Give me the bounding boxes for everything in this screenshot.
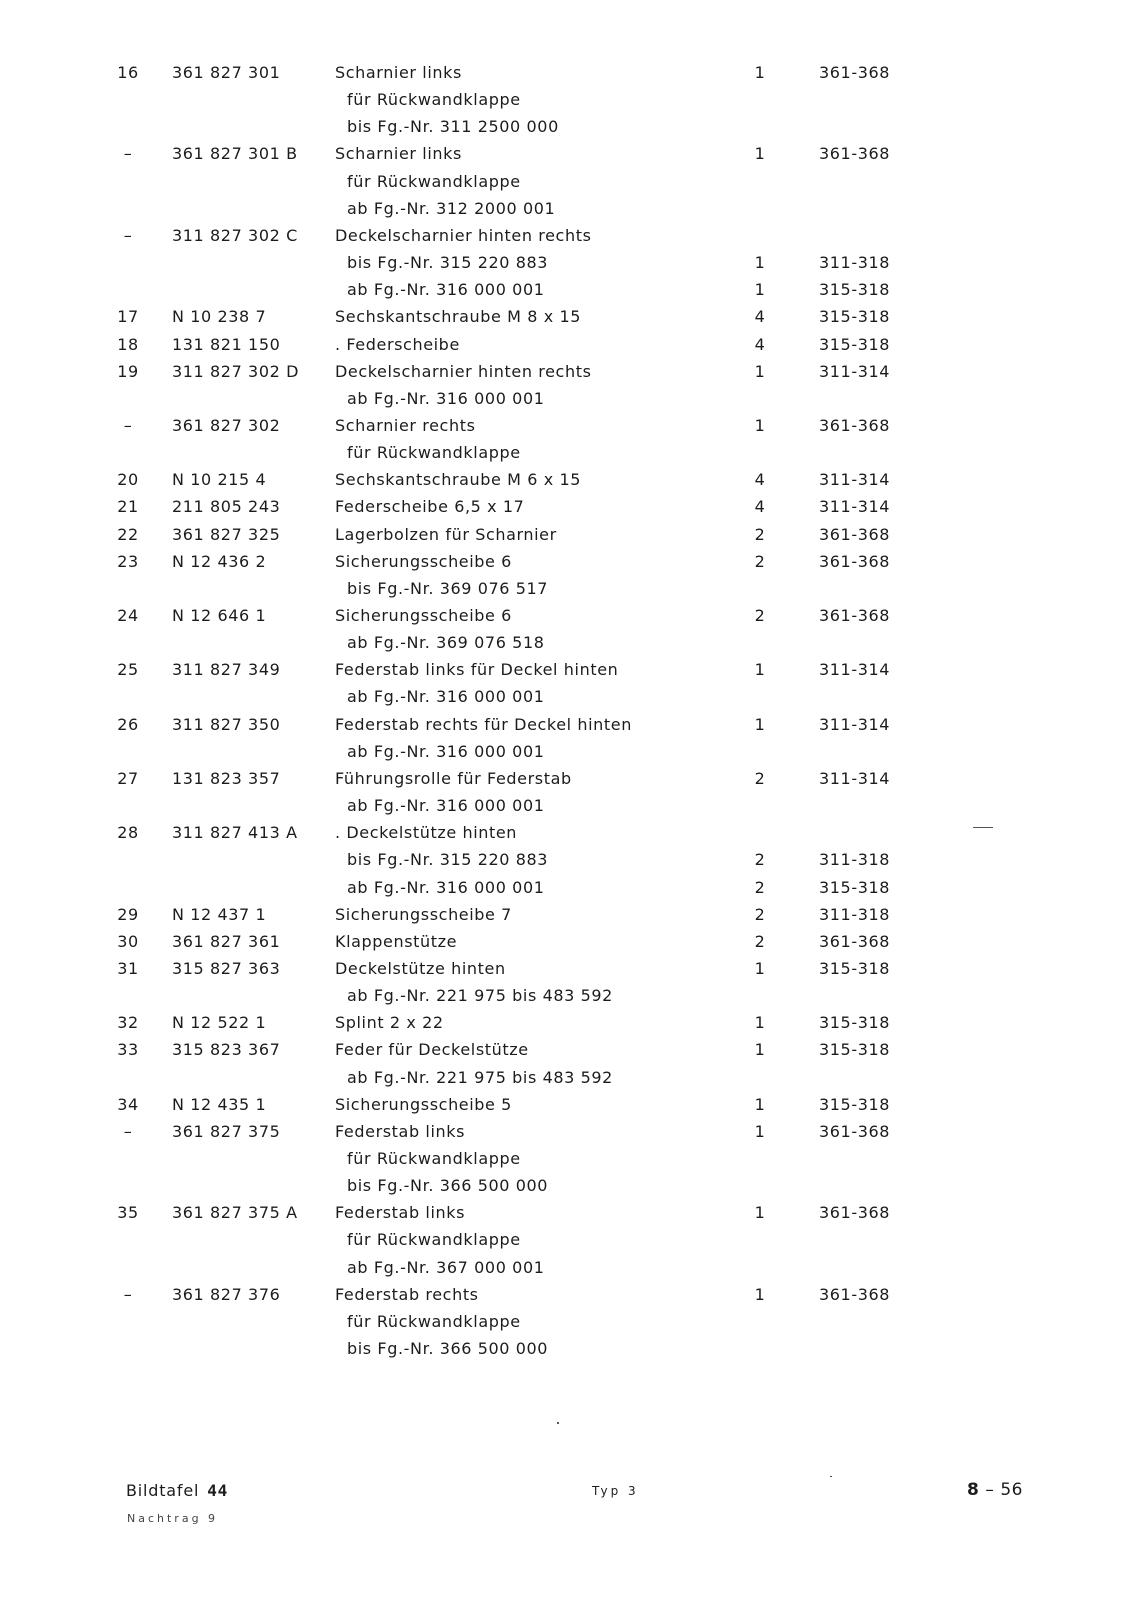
quantity: 1 — [754, 1285, 766, 1304]
position-number: 25 — [117, 660, 139, 679]
table-row-continuation — [0, 251, 1139, 275]
quantity: 1 — [754, 144, 766, 163]
quantity: 2 — [754, 769, 766, 788]
position-number: 23 — [117, 552, 139, 571]
quantity: 2 — [754, 606, 766, 625]
part-number: 361 827 301 — [172, 63, 281, 82]
section-number: 8 — [967, 1480, 980, 1500]
part-number: 131 823 357 — [172, 769, 281, 788]
quantity: 2 — [754, 552, 766, 571]
table-row-continuation — [0, 1147, 1139, 1171]
part-description: ab Fg.-Nr. 367 000 001 — [347, 1258, 545, 1277]
table-row-continuation — [0, 88, 1139, 112]
model-range: 361-368 — [819, 416, 891, 435]
scan-speck — [830, 1476, 832, 1477]
table-row-continuation — [0, 631, 1139, 655]
table-row — [0, 658, 1139, 682]
part-number: 311 827 349 — [172, 660, 281, 679]
part-description: für Rückwandklappe — [347, 90, 521, 109]
position-number: – — [123, 1122, 133, 1141]
part-number: 361 827 302 — [172, 416, 281, 435]
part-number: 361 827 301 B — [172, 144, 298, 163]
table-row — [0, 142, 1139, 166]
model-range: 315-318 — [819, 280, 891, 299]
part-description: Federstab links für Deckel hinten — [335, 660, 619, 679]
part-number: N 12 522 1 — [172, 1013, 267, 1032]
part-description: Lagerbolzen für Scharnier — [335, 525, 557, 544]
position-number: 35 — [117, 1203, 139, 1222]
part-description: ab Fg.-Nr. 316 000 001 — [347, 796, 545, 815]
part-description: bis Fg.-Nr. 366 500 000 — [347, 1176, 549, 1195]
quantity: 4 — [754, 307, 766, 326]
part-description: Federstab rechts für Deckel hinten — [335, 715, 632, 734]
position-number: – — [123, 416, 133, 435]
table-row — [0, 930, 1139, 954]
table-row-continuation — [0, 1174, 1139, 1198]
part-description: Deckelscharnier hinten rechts — [335, 226, 592, 245]
quantity: 1 — [754, 959, 766, 978]
part-description: für Rückwandklappe — [347, 1230, 521, 1249]
part-description: ab Fg.-Nr. 221 975 bis 483 592 — [347, 986, 613, 1005]
table-row-continuation — [0, 794, 1139, 818]
quantity: 1 — [754, 63, 766, 82]
quantity: 4 — [754, 470, 766, 489]
position-number: 30 — [117, 932, 139, 951]
table-row — [0, 821, 1139, 845]
position-number: 17 — [117, 307, 139, 326]
part-description: ab Fg.-Nr. 369 076 518 — [347, 633, 545, 652]
quantity: 1 — [754, 416, 766, 435]
quantity: 4 — [754, 497, 766, 516]
part-description: Feder für Deckelstütze — [335, 1040, 529, 1059]
table-row-continuation — [0, 1066, 1139, 1090]
table-row — [0, 414, 1139, 438]
position-number: 28 — [117, 823, 139, 842]
table-row — [0, 604, 1139, 628]
table-row — [0, 1283, 1139, 1307]
part-description: bis Fg.-Nr. 315 220 883 — [347, 253, 549, 272]
position-number: – — [123, 226, 133, 245]
model-range: 361-368 — [819, 606, 891, 625]
part-number: N 12 437 1 — [172, 905, 267, 924]
table-row — [0, 468, 1139, 492]
part-number: N 12 435 1 — [172, 1095, 267, 1114]
position-number: 33 — [117, 1040, 139, 1059]
part-description: ab Fg.-Nr. 316 000 001 — [347, 742, 545, 761]
table-row — [0, 1201, 1139, 1225]
model-range: 315-318 — [819, 878, 891, 897]
model-range: 315-318 — [819, 959, 891, 978]
quantity: 2 — [754, 525, 766, 544]
quantity: 1 — [754, 362, 766, 381]
model-range: 311-318 — [819, 905, 891, 924]
part-description: für Rückwandklappe — [347, 1312, 521, 1331]
page-number — [967, 1480, 1023, 1500]
table-row — [0, 767, 1139, 791]
position-number: 22 — [117, 525, 139, 544]
model-range: 311-314 — [819, 660, 891, 679]
model-range: 311-314 — [819, 362, 891, 381]
position-number: 21 — [117, 497, 139, 516]
part-description: Deckelstütze hinten — [335, 959, 506, 978]
part-number: N 10 215 4 — [172, 470, 267, 489]
model-range: 361-368 — [819, 525, 891, 544]
part-description: für Rückwandklappe — [347, 1149, 521, 1168]
model-range: 311-314 — [819, 769, 891, 788]
part-number: 361 827 375 A — [172, 1203, 298, 1222]
part-description: für Rückwandklappe — [347, 172, 521, 191]
page-dash: – — [985, 1480, 995, 1500]
part-description: Sicherungsscheibe 7 — [335, 905, 512, 924]
model-range: 311-318 — [819, 850, 891, 869]
part-description: bis Fg.-Nr. 369 076 517 — [347, 579, 549, 598]
part-description: ab Fg.-Nr. 316 000 001 — [347, 280, 545, 299]
quantity: 1 — [754, 660, 766, 679]
position-number: 34 — [117, 1095, 139, 1114]
part-description: ab Fg.-Nr. 312 2000 001 — [347, 199, 556, 218]
table-row — [0, 1120, 1139, 1144]
part-description: Klappenstütze — [335, 932, 458, 951]
table-row-continuation — [0, 577, 1139, 601]
table-row-continuation — [0, 1310, 1139, 1334]
quantity: 1 — [754, 280, 766, 299]
model-range: 311-314 — [819, 497, 891, 516]
model-range: 315-318 — [819, 1013, 891, 1032]
part-number: 311 827 413 A — [172, 823, 298, 842]
table-row — [0, 333, 1139, 357]
part-description: Federstab rechts — [335, 1285, 479, 1304]
page-index: 56 — [1000, 1480, 1023, 1500]
table-row-continuation — [0, 1256, 1139, 1280]
table-row-continuation — [0, 984, 1139, 1008]
quantity: 2 — [754, 850, 766, 869]
model-range: 311-318 — [819, 253, 891, 272]
model-range: 361-368 — [819, 932, 891, 951]
part-description: bis Fg.-Nr. 315 220 883 — [347, 850, 549, 869]
scan-speck — [557, 1422, 559, 1424]
part-description: ab Fg.-Nr. 316 000 001 — [347, 687, 545, 706]
part-description: Federstab links — [335, 1122, 466, 1141]
position-number: 27 — [117, 769, 139, 788]
quantity: 1 — [754, 715, 766, 734]
quantity: 2 — [754, 878, 766, 897]
table-row-continuation — [0, 278, 1139, 302]
position-number: 20 — [117, 470, 139, 489]
part-number: 361 827 361 — [172, 932, 281, 951]
quantity: 1 — [754, 1203, 766, 1222]
part-description: Scharnier links — [335, 63, 462, 82]
position-number: 31 — [117, 959, 139, 978]
model-label: Typ 3 — [592, 1484, 639, 1498]
quantity: 1 — [754, 253, 766, 272]
part-description: Sicherungsscheibe 6 — [335, 606, 512, 625]
model-range: 361-368 — [819, 63, 891, 82]
table-row — [0, 957, 1139, 981]
part-description: Sechskantschraube M 6 x 15 — [335, 470, 582, 489]
part-description: . Federscheibe — [335, 335, 460, 354]
position-number: 32 — [117, 1013, 139, 1032]
position-number: – — [123, 144, 133, 163]
quantity: 1 — [754, 1095, 766, 1114]
part-number: N 12 436 2 — [172, 552, 267, 571]
table-row — [0, 305, 1139, 329]
part-number: 315 827 363 — [172, 959, 281, 978]
part-number: 315 823 367 — [172, 1040, 281, 1059]
scan-speck — [973, 827, 993, 828]
table-row-continuation — [0, 740, 1139, 764]
model-range: 311-314 — [819, 715, 891, 734]
table-row-continuation — [0, 115, 1139, 139]
part-description: Deckelscharnier hinten rechts — [335, 362, 592, 381]
part-description: Führungsrolle für Federstab — [335, 769, 572, 788]
table-row-continuation — [0, 685, 1139, 709]
table-row-continuation — [0, 197, 1139, 221]
position-number: – — [123, 1285, 133, 1304]
part-description: bis Fg.-Nr. 311 2500 000 — [347, 117, 559, 136]
part-description: Sicherungsscheibe 6 — [335, 552, 512, 571]
table-row-continuation — [0, 170, 1139, 194]
model-range: 361-368 — [819, 1122, 891, 1141]
model-range: 361-368 — [819, 1285, 891, 1304]
part-number: 311 827 302 D — [172, 362, 299, 381]
table-row-continuation — [0, 387, 1139, 411]
table-row — [0, 495, 1139, 519]
quantity: 2 — [754, 905, 766, 924]
part-number: 131 821 150 — [172, 335, 281, 354]
position-number: 18 — [117, 335, 139, 354]
table-row — [0, 1038, 1139, 1062]
model-range: 361-368 — [819, 552, 891, 571]
model-range: 311-314 — [819, 470, 891, 489]
part-number: 311 827 302 C — [172, 226, 298, 245]
part-description: Scharnier links — [335, 144, 462, 163]
part-description: Federscheibe 6,5 x 17 — [335, 497, 525, 516]
position-number: 24 — [117, 606, 139, 625]
table-row-continuation — [0, 1228, 1139, 1252]
model-range: 361-368 — [819, 1203, 891, 1222]
part-number: 361 827 375 — [172, 1122, 281, 1141]
table-row — [0, 550, 1139, 574]
quantity: 2 — [754, 932, 766, 951]
part-description: Sechskantschraube M 8 x 15 — [335, 307, 582, 326]
part-description: ab Fg.-Nr. 221 975 bis 483 592 — [347, 1068, 613, 1087]
model-range: 315-318 — [819, 307, 891, 326]
part-number: 361 827 376 — [172, 1285, 281, 1304]
model-range: 361-368 — [819, 144, 891, 163]
position-number: 19 — [117, 362, 139, 381]
part-number: N 10 238 7 — [172, 307, 267, 326]
table-row-continuation — [0, 848, 1139, 872]
table-row — [0, 713, 1139, 737]
supplement-label: Nachtrag 9 — [127, 1512, 219, 1525]
table-row — [0, 903, 1139, 927]
model-range: 315-318 — [819, 1040, 891, 1059]
position-number: 16 — [117, 63, 139, 82]
part-description: für Rückwandklappe — [347, 443, 521, 462]
quantity: 1 — [754, 1040, 766, 1059]
model-range: 315-318 — [819, 335, 891, 354]
position-number: 26 — [117, 715, 139, 734]
part-number: 311 827 350 — [172, 715, 281, 734]
part-number: N 12 646 1 — [172, 606, 267, 625]
part-description: . Deckelstütze hinten — [335, 823, 518, 842]
part-description: Sicherungsscheibe 5 — [335, 1095, 512, 1114]
part-description: Splint 2 x 22 — [335, 1013, 444, 1032]
part-description: ab Fg.-Nr. 316 000 001 — [347, 389, 545, 408]
table-row — [0, 1011, 1139, 1035]
quantity: 1 — [754, 1013, 766, 1032]
plate-label-text: Bildtafel — [126, 1481, 200, 1500]
table-row — [0, 61, 1139, 85]
table-row-continuation — [0, 1337, 1139, 1361]
part-description: bis Fg.-Nr. 366 500 000 — [347, 1339, 549, 1358]
table-row — [0, 1093, 1139, 1117]
table-row — [0, 523, 1139, 547]
position-number: 29 — [117, 905, 139, 924]
table-row-continuation — [0, 441, 1139, 465]
table-row-continuation — [0, 876, 1139, 900]
part-number: 361 827 325 — [172, 525, 281, 544]
part-number: 211 805 243 — [172, 497, 281, 516]
table-row — [0, 224, 1139, 248]
plate-number: 44 — [207, 1481, 229, 1500]
part-description: Federstab links — [335, 1203, 466, 1222]
quantity: 1 — [754, 1122, 766, 1141]
part-description: Scharnier rechts — [335, 416, 476, 435]
quantity: 4 — [754, 335, 766, 354]
model-range: 315-318 — [819, 1095, 891, 1114]
plate-label — [126, 1481, 228, 1500]
table-row — [0, 360, 1139, 384]
part-description: ab Fg.-Nr. 316 000 001 — [347, 878, 545, 897]
